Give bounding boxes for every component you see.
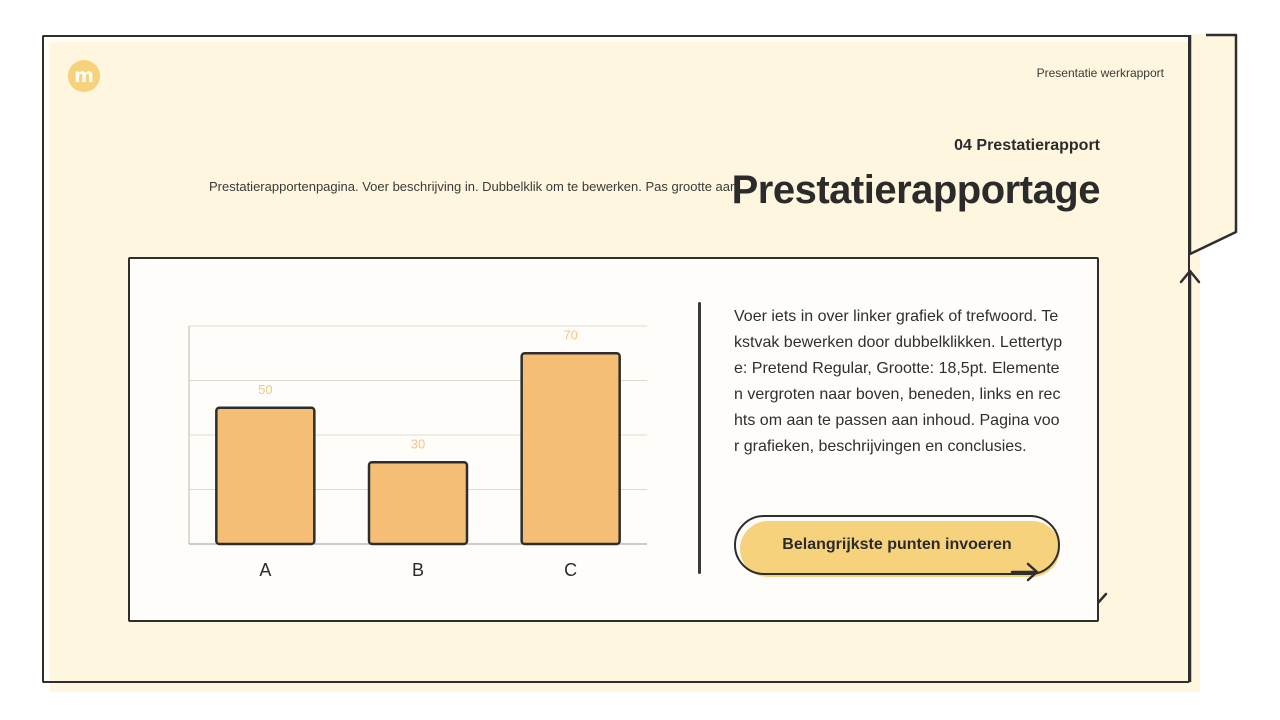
bar-b — [369, 462, 467, 544]
vertical-divider — [698, 302, 701, 574]
arrow-right-icon — [1010, 561, 1040, 583]
category-label-c: C — [564, 560, 578, 580]
category-label-b: B — [411, 560, 425, 580]
cta-group — [734, 515, 1064, 585]
data-label-a: 50 — [258, 381, 273, 397]
brand-logo — [68, 60, 100, 92]
slide-description[interactable]: Prestatierapportenpagina. Voer beschrijving in. Dubbelklik om te bewerken. Pas grootte aan. — [209, 179, 741, 194]
key-points-button[interactable]: Belangrijkste punten invoeren — [734, 515, 1060, 575]
bar-c — [522, 353, 620, 544]
content-card — [128, 257, 1099, 622]
data-label-b: 30 — [410, 436, 426, 452]
section-label: 04 Prestatierapport — [954, 137, 1100, 154]
logo-letter: m — [74, 64, 94, 87]
category-label-a: A — [259, 560, 272, 580]
bar-a — [216, 408, 314, 544]
page-title[interactable]: Prestatierapportage — [731, 168, 1100, 212]
data-label-c: 70 — [563, 327, 578, 343]
bar-chart[interactable] — [130, 259, 670, 599]
header-label: Presentatie werkrapport — [1036, 66, 1164, 80]
body-text[interactable]: Voer iets in over linker grafiek of trefwoord. Tekstvak bewerken door dubbelklikken. Lettertype: Pretend Regular, Grootte: 18,5pt. Elementen vergroten naar boven, beneden, links en rechts om aan te passen aan inhoud. Pagina voor grafieken, beschrijvingen en conclusies. — [734, 308, 1063, 455]
